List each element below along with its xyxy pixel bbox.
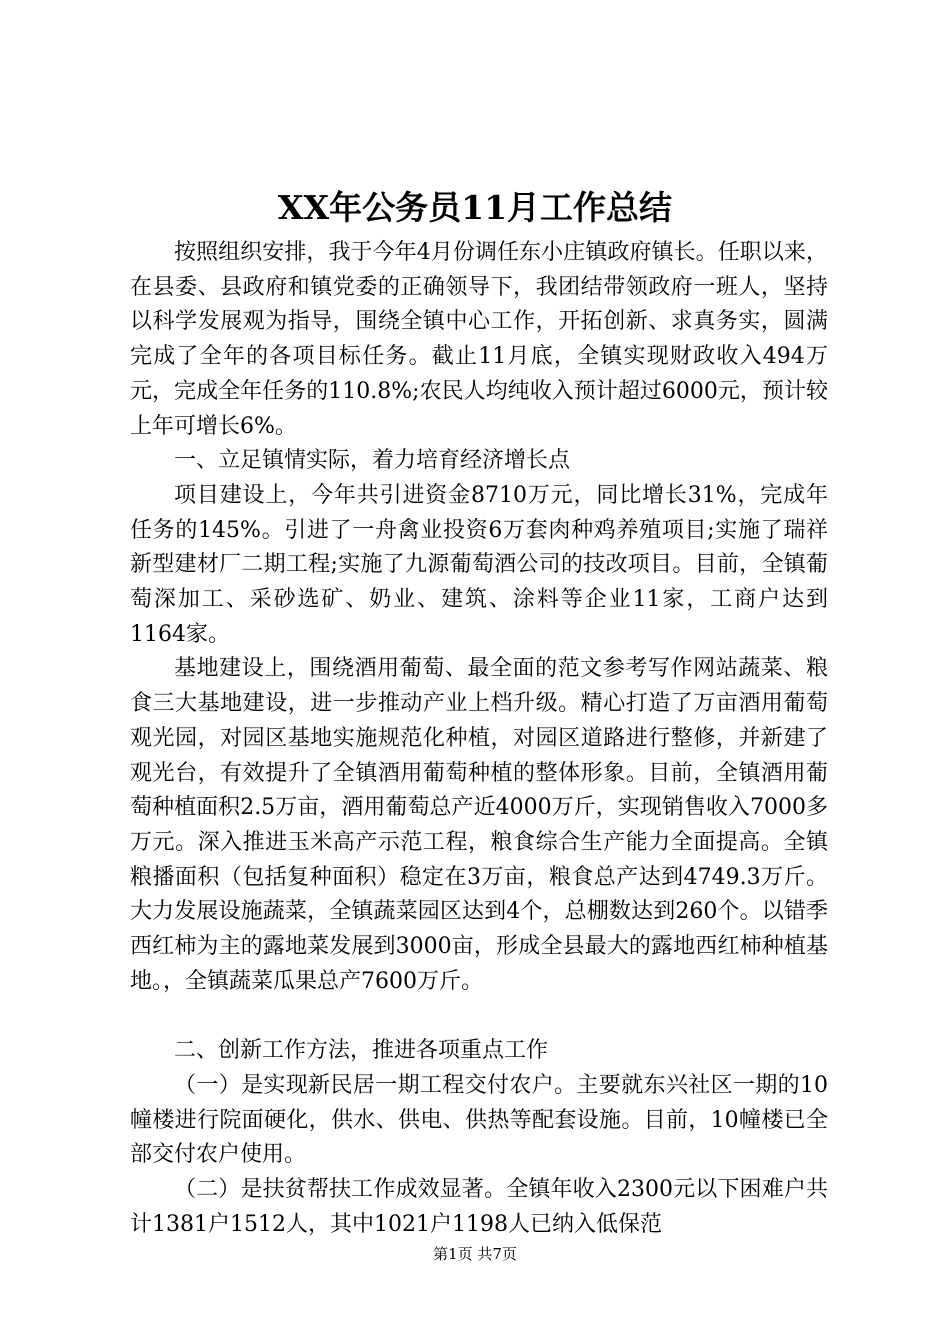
paragraph-gap xyxy=(130,999,828,1034)
section-heading-2: 二、创新工作方法，推进各项重点工作 xyxy=(174,1038,549,1064)
document-title: XX年公务员11月工作总结 xyxy=(277,188,673,227)
paragraph-intro: 按照组织安排，我于今年4月份调任东小庄镇政府镇长。任职以来，在县委、县政府和镇党委的正确领导下，我团结带领政府一班人，坚持以科学发展观为指导，围绕全镇中心工作，开拓创新、求真务实，圆满完成了全年的各项目标任务。截止11月底，全镇实现财政收入494万元，完成全年任务的110.8%;农民人均纯收入预计超过6000元，预计较上年可增长6%。 xyxy=(130,240,828,439)
paragraph-item-1: （一）是实现新民居一期工程交付农户。主要就东兴社区一期的10幢楼进行院面硬化，供水、供电、供热等配套设施。目前，10幢楼已全部交付农户使用。 xyxy=(130,1072,828,1168)
paragraph-item-2: （二）是扶贫帮扶工作成效显著。全镇年收入2300元以下困难户共计1381户1512人，其中1021户1198人已纳入低保范 xyxy=(130,1176,828,1237)
paragraph-project-construction: 项目建设上，今年共引进资金8710万元，同比增长31%，完成年任务的145%。引进了一舟禽业投资6万套肉种鸡养殖项目;实施了瑞祥新型建材厂二期工程;实施了九源葡萄酒公司的技改项目。目前，全镇葡萄深加工、采砂选矿、奶业、建筑、涂料等企业11家，工商户达到1164家。 xyxy=(130,482,828,647)
page-footer: 第1页 共7页 xyxy=(433,1245,517,1263)
section-heading-1: 一、立足镇情实际，着力培育经济增长点 xyxy=(174,448,571,474)
document-body xyxy=(130,236,828,1242)
paragraph-base-construction: 基地建设上，围绕酒用葡萄、最全面的范文参考写作网站蔬菜、粮食三大基地建设，进一步推动产业上档升级。精心打造了万亩酒用葡萄观光园，对园区基地实施规范化种植，对园区道路进行整修，并新建了观光台，有效提升了全镇酒用葡萄种植的整体形象。目前，全镇酒用葡萄种植面积2.5万亩，酒用葡萄总产近4000万斤，实现销售收入7000多万元。深入推进玉米高产示范工程，粮食综合生产能力全面提高。全镇粮播面积（包括复种面积）稳定在3万亩，粮食总产达到4749.3万斤。大力发展设施蔬菜，全镇蔬菜园区达到4个，总棚数达到260个。以错季西红柿为主的露地菜发展到3000亩，形成全县最大的露地西红柿种植基地。，全镇蔬菜瓜果总产7600万斤。 xyxy=(130,656,828,994)
